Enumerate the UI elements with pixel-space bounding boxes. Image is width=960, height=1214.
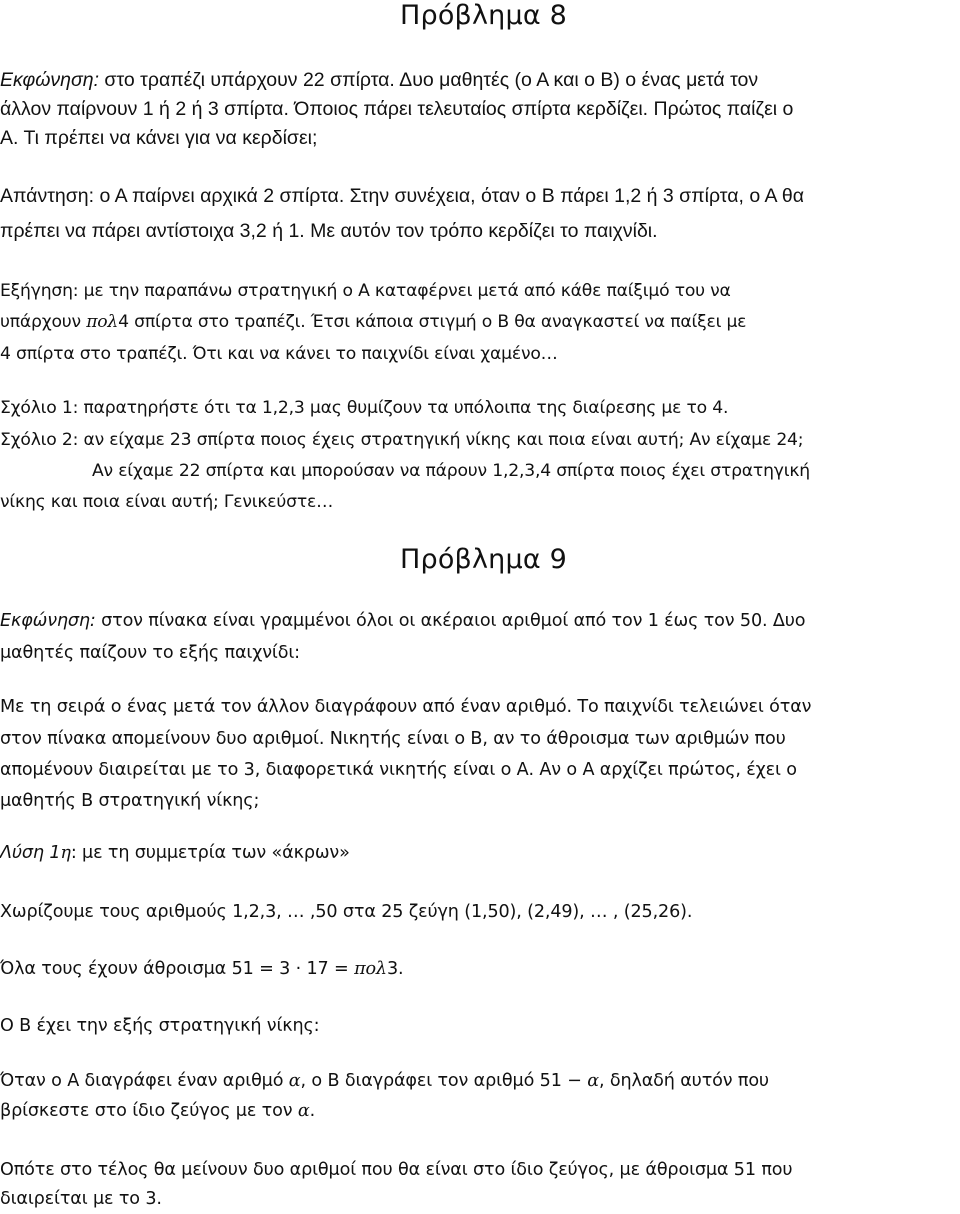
strategy-text-b: , ο Β διαγράφει τον αριθμό 51 −	[300, 1071, 588, 1091]
strategy-text-a: Όταν ο Α διαγράφει έναν αριθμό	[0, 1071, 289, 1091]
problem-8-explanation-line-3: 4 σπίρτα στο τραπέζι. Ότι και να κάνει το παιχνίδι είναι χαμένο…	[0, 344, 558, 364]
solution-heading-text: : με τη συμμετρία των «άκρων»	[70, 843, 350, 863]
problem-9-rules-line-2: στον πίνακα απομείνουν δυο αριθμοί. Νικητής είναι ο Β, αν το άθροισμα των αριθμών που	[0, 729, 786, 749]
strategy-line-2	[0, 1101, 315, 1121]
explanation-text-a: υπάρχουν	[0, 312, 87, 332]
comment-2-line-1: Σχόλιο 2: αν είχαμε 23 σπίρτα ποιος έχεις στρατηγική νίκης και ποια είναι αυτή; Αν είχαμε 24;	[0, 430, 804, 450]
math-pol: πολ	[86, 312, 119, 332]
problem-9-title: Πρόβλημα 9	[400, 544, 568, 575]
math-alpha: α	[587, 1071, 599, 1091]
explanation-text-b: 4 σπίρτα στο τραπέζι. Έτσι κάποια στιγμή ο Β θα αναγκαστεί να παίξει με	[118, 312, 747, 332]
statement-label: Εκφώνηση:	[0, 611, 96, 631]
problem-9-statement-line-2: μαθητές παίζουν το εξής παιχνίδι:	[0, 643, 300, 663]
sum-line	[0, 959, 403, 979]
statement-label: Εκφώνηση:	[0, 69, 100, 91]
comment-2-line-3: νίκης και ποια είναι αυτή; Γενικεύστε…	[0, 492, 334, 512]
problem-8-statement-line-2: άλλον παίρνουν 1 ή 2 ή 3 σπίρτα. Όποιος πάρει τελευταίος σπίρτα κερδίζει. Πρώτος παίζει ο	[0, 98, 794, 120]
statement-text: στον πίνακα είναι γραμμένοι όλοι οι ακέραιοι αριθμοί από τον 1 έως τον 50. Δυο	[95, 611, 806, 631]
problem-9-rules-line-1: Με τη σειρά ο ένας μετά τον άλλον διαγράφουν από έναν αριθμό. Το παιχνίδι τελειώνει όταν	[0, 697, 812, 717]
strategy-text-c: , δηλαδή αυτόν που	[598, 1071, 769, 1091]
problem-8-answer-line-2: πρέπει να πάρει αντίστοιχα 3,2 ή 1. Με αυτόν τον τρόπο κερδίζει το παιχνίδι.	[0, 220, 658, 242]
conclusion-line-1: Οπότε στο τέλος θα μείνουν δυο αριθμοί που θα είναι στο ίδιο ζεύγος, με άθροισμα 51 που	[0, 1160, 793, 1180]
problem-9-rules-line-3: απομένουν διαιρείται με το 3, διαφορετικά νικητής είναι ο Α. Αν ο Α αρχίζει πρώτος, έχει ο	[0, 760, 797, 780]
comment-2-line-2: Αν είχαμε 22 σπίρτα και μπορούσαν να πάρουν 1,2,3,4 σπίρτα ποιος έχει στρατηγική	[92, 461, 810, 481]
math-pol: πολ	[354, 959, 387, 979]
solution-label: Λύση 1	[0, 843, 61, 863]
comment-1: Σχόλιο 1: παρατηρήστε ότι τα 1,2,3 μας θυμίζουν τα υπόλοιπα της διαίρεσης με το 4.	[0, 398, 729, 418]
pairs-line: Χωρίζουμε τους αριθμούς 1,2,3, … ,50 στα 25 ζεύγη (1,50), (2,49), … , (25,26).	[0, 902, 693, 922]
strategy-intro: Ο Β έχει την εξής στρατηγική νίκης:	[0, 1016, 320, 1036]
problem-8-explanation-line-1: Εξήγηση: με την παραπάνω στρατηγική ο Α καταφέρνει μετά από κάθε παίξιμό του να	[0, 281, 731, 301]
statement-text: στο τραπέζι υπάρχουν 22 σπίρτα. Δυο μαθητές (ο Α και ο Β) ο ένας μετά τον	[99, 69, 759, 91]
problem-9-statement-line-1	[0, 611, 805, 631]
problem-8-title: Πρόβλημα 8	[400, 0, 568, 31]
strategy-text-a: βρίσκεστε στο ίδιο ζεύγος με τον	[0, 1101, 298, 1121]
problem-9-rules-line-4: μαθητής Β στρατηγική νίκης;	[0, 791, 260, 811]
problem-8-explanation-line-2	[0, 312, 746, 332]
conclusion-line-2: διαιρείται με το 3.	[0, 1189, 162, 1209]
strategy-text-b: .	[309, 1101, 316, 1121]
problem-8-statement-line-3: Α. Τι πρέπει να κάνει για να κερδίσει;	[0, 127, 318, 149]
math-alpha: α	[297, 1101, 310, 1121]
problem-8-answer-line-1: Απάντηση: ο Α παίρνει αρχικά 2 σπίρτα. Στην συνέχεια, όταν ο Β πάρει 1,2 ή 3 σπίρτα, ο Α θα	[0, 185, 804, 207]
sum-text-end: 3.	[386, 959, 404, 979]
solution-1-heading	[0, 843, 350, 863]
math-alpha: α	[288, 1071, 301, 1091]
solution-label-eta: η	[60, 843, 71, 863]
problem-8-statement-line-1	[0, 69, 758, 92]
sum-text: Όλα τους έχουν άθροισμα 51 = 3 · 17 =	[0, 959, 355, 979]
strategy-line-1	[0, 1071, 769, 1091]
